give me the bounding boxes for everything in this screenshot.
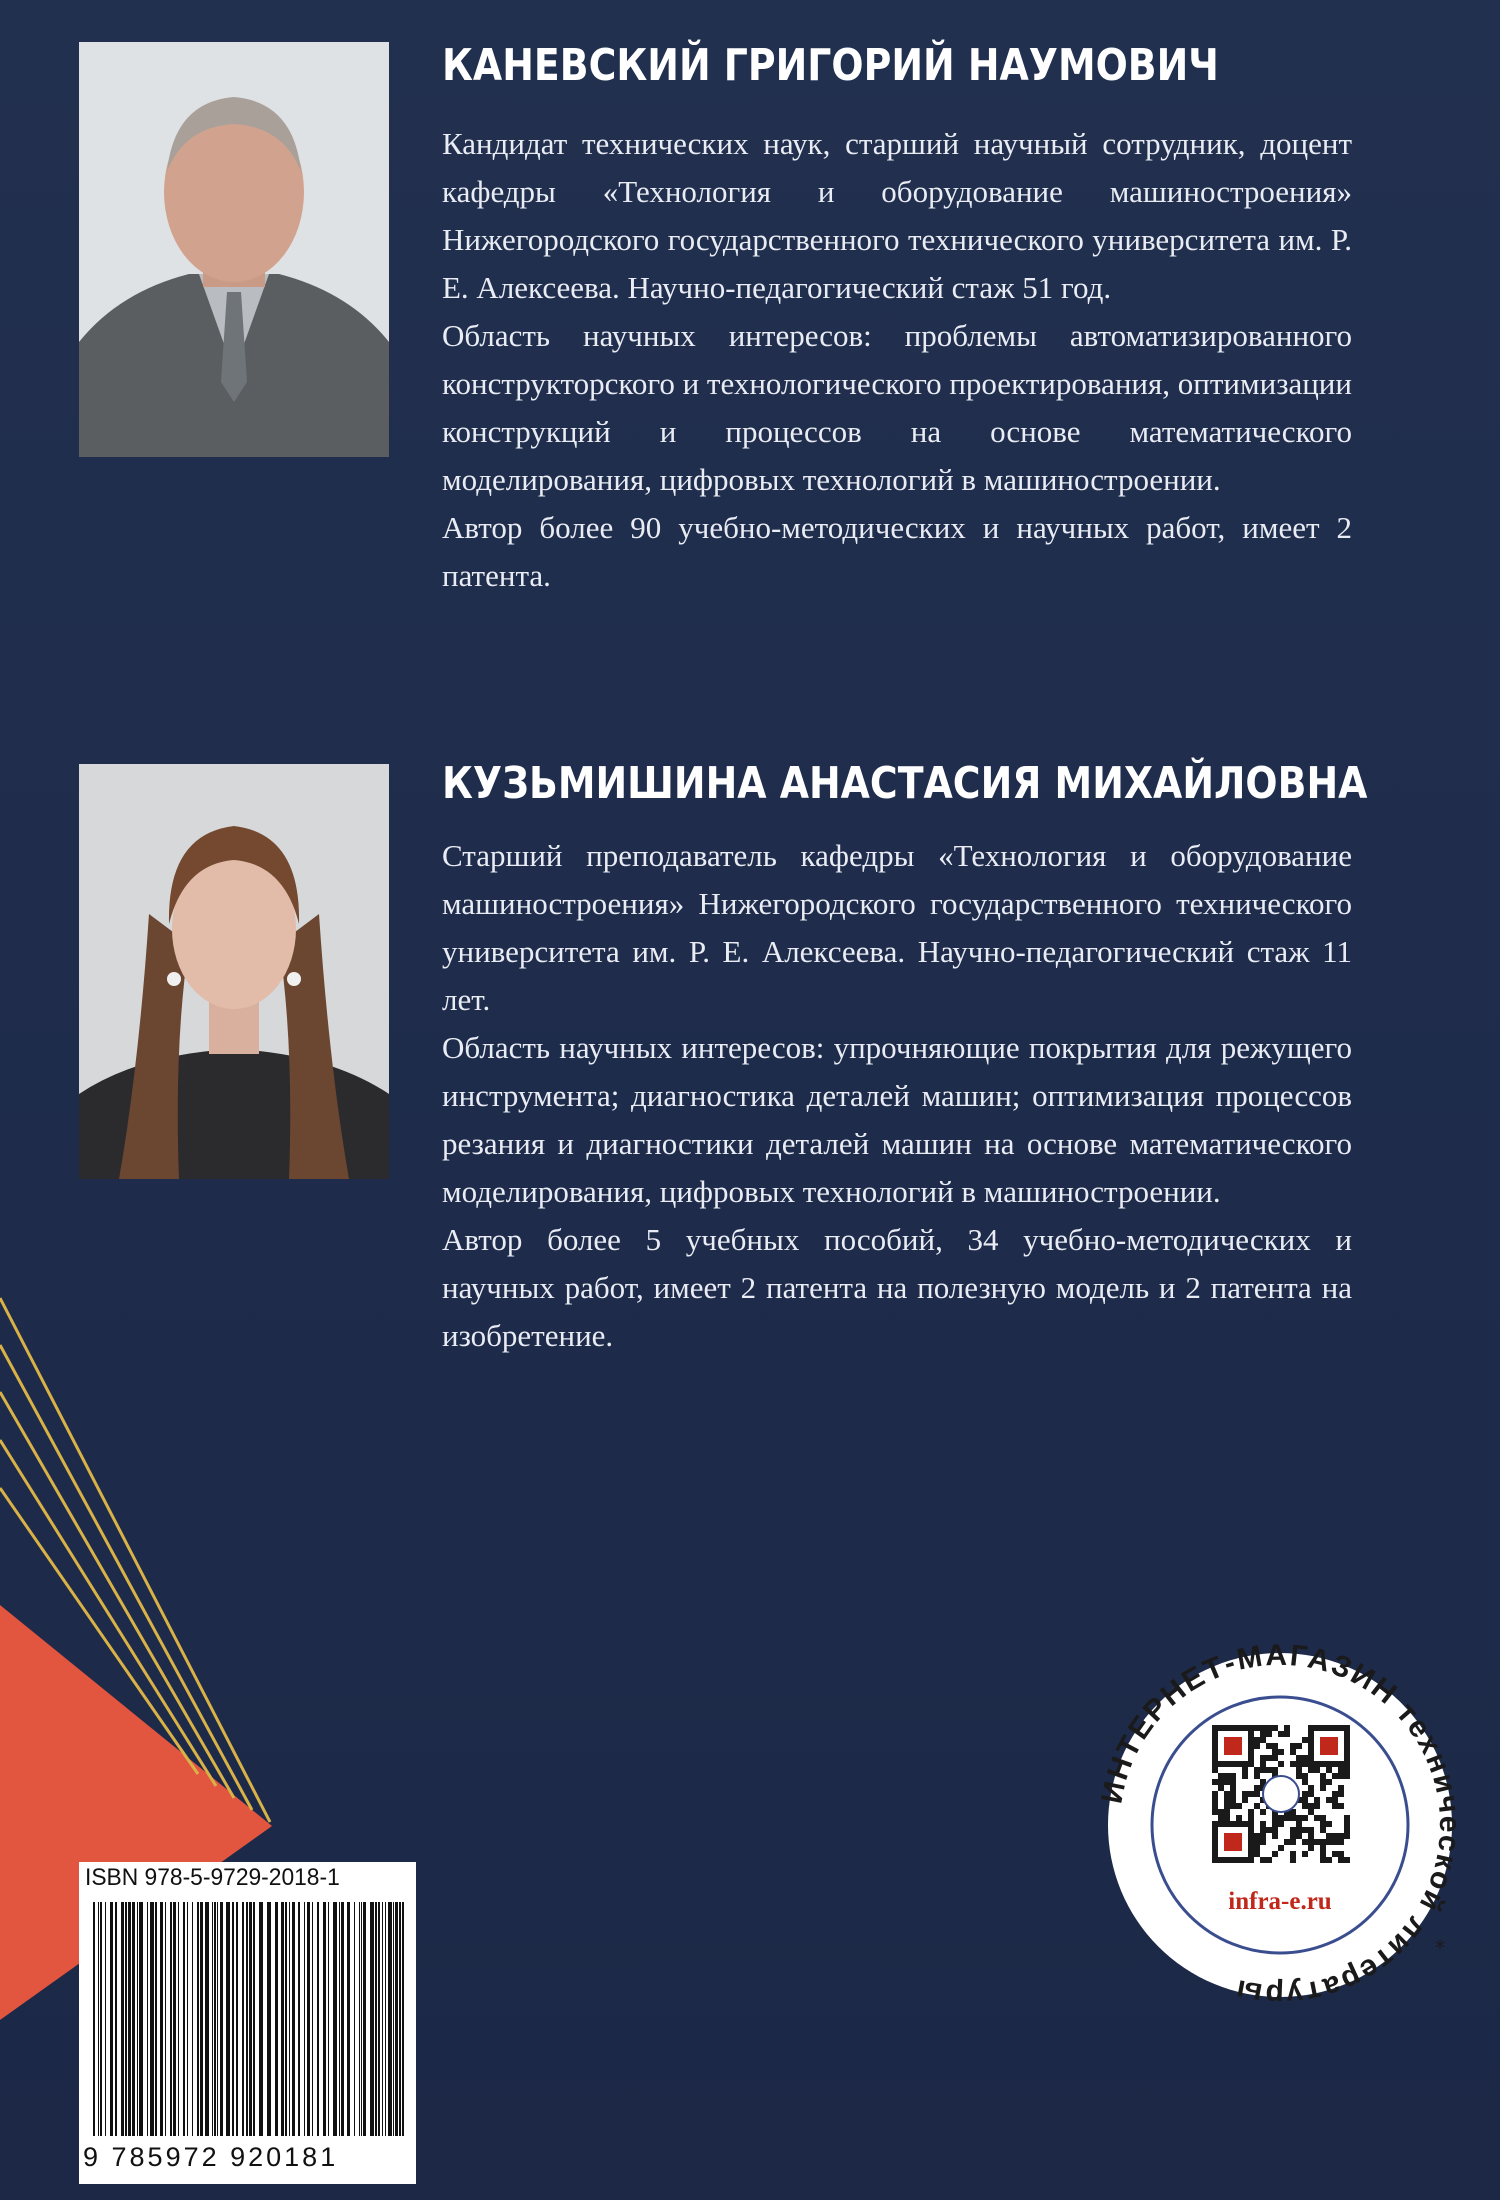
author-name-2: КУЗЬМИШИНА АНАСТАСИЯ МИХАЙЛОВНА [442,758,1368,809]
author-bio-1 [442,120,1352,600]
author-photo-kanevsky [79,42,389,457]
bio-1-paragraph-3: Автор более 90 учебно-методических и научных работ, имеет 2 патента. [442,510,1352,593]
bio-2-paragraph-2: Область научных интересов: упрочняющие покрытия для режущего инструмента; диагностика деталей машин; оптимизация процессов резания и диагностики деталей машин на основе математического моделирования, цифровых технологий в машиностроении. [442,1030,1352,1209]
barcode-bars [85,1902,410,2136]
svg-text:*: * [1435,1936,1445,1960]
store-stamp [1100,1620,1460,2010]
isbn-label: ISBN 978-5-9729-2018-1 [85,1864,340,1891]
bio-2-paragraph-3: Автор более 5 учебных пособий, 34 учебно-методических и научных работ, имеет 2 патента на полезную модель и 2 патента на изобретение. [442,1222,1352,1353]
bio-1-paragraph-1: Кандидат технических наук, старший научный сотрудник, доцент кафедры «Технология и оборудование машиностроения» Нижегородского государственного технического университета им. Р. Е. Алексеева. Научно-педагогический стаж 51 год. [442,126,1352,305]
bio-1-paragraph-2: Область научных интересов: проблемы автоматизированного конструкторского и технологического проектирования, оптимизации конструкций и процессов на основе математического моделирования, цифровых технологий в машиностроении. [442,318,1352,497]
bio-2-paragraph-1: Старший преподаватель кафедры «Технология и оборудование машиностроения» Нижегородского государственного технического университета им. Р. Е. Алексеева. Научно-педагогический стаж 11 лет. [442,838,1352,1017]
ean-digits: 9 785972 920181 [83,2142,339,2172]
stamp-ring-text: НТЕРНЕТ-МАГАЗИН техни кой литературы [1101,1638,1460,2010]
author-bio-2 [442,832,1352,1360]
author-photo-kuzmishina [79,764,389,1179]
isbn-barcode [79,1862,416,2184]
stamp-graphic [1100,1620,1460,2010]
stamp-url: infra-e.ru [1228,1888,1332,1915]
author-name-1: КАНЕВСКИЙ ГРИГОРИЙ НАУМОВИЧ [442,40,1219,91]
